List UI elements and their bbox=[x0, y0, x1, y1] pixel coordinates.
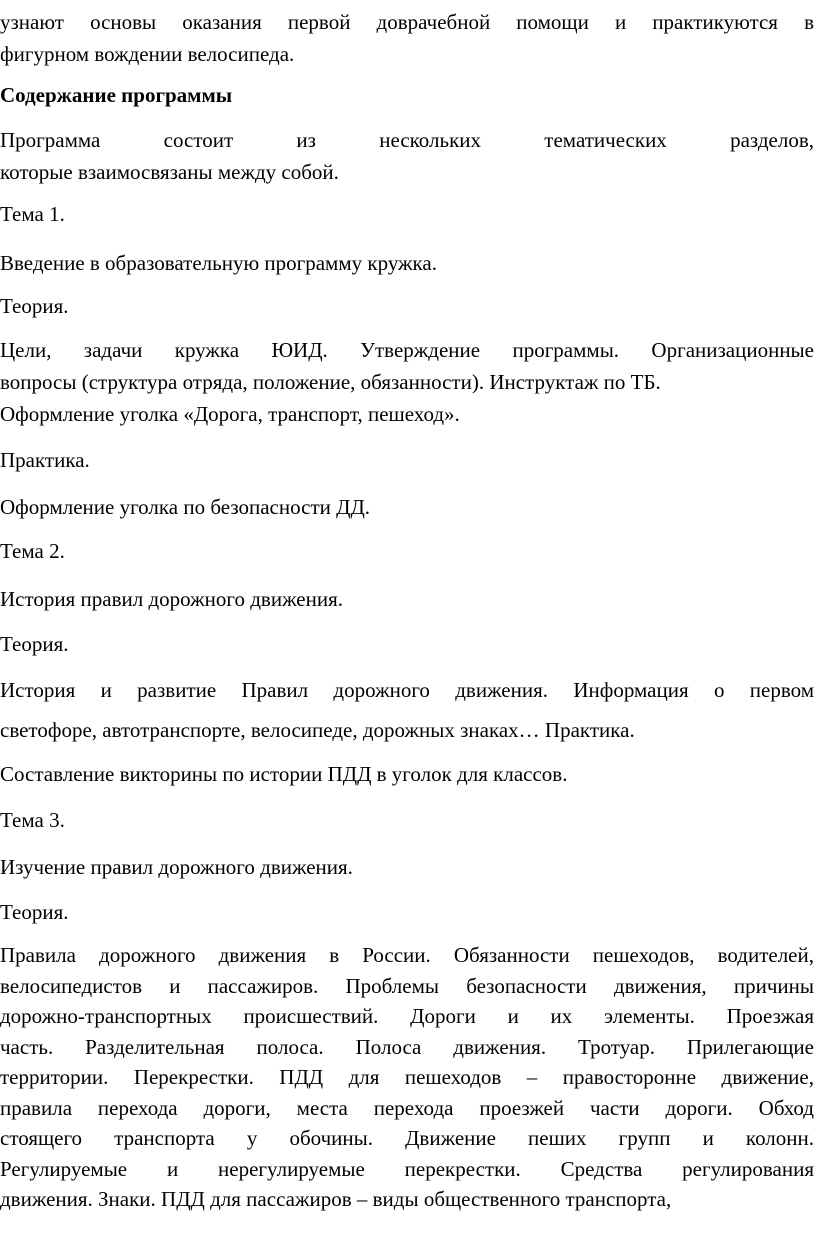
text-line: стоящего транспорта у обочины. Движение пеших групп и колонн. bbox=[0, 1126, 814, 1150]
text-line: Цели, задачи кружка ЮИД. Утверждение программы. Организационные bbox=[0, 338, 814, 362]
topic-title-text: Введение в образовательную программу кружка. bbox=[0, 251, 438, 275]
text-line: часть. Разделительная полоса. Полоса движения. Тротуар. Прилегающие bbox=[0, 1034, 814, 1059]
heading-text: Содержание программы bbox=[0, 83, 233, 107]
text-line: движения. Знаки. ПДД для пассажиров – виды общественного транспорта, bbox=[0, 1187, 672, 1211]
topic-2-label bbox=[0, 535, 814, 567]
topic-title-text: Изучение правил дорожного движения. bbox=[0, 855, 353, 879]
topic-1-theory-text bbox=[0, 334, 814, 430]
text-line: Регулируемые и нерегулируемые перекрестки. Средства регулирования bbox=[0, 1156, 814, 1181]
practice-label-text: Практика. bbox=[0, 448, 90, 472]
topic-3-theory-label bbox=[0, 896, 814, 928]
text-line: фигурном вождении велосипеда. bbox=[0, 42, 295, 66]
theory-label-text: Теория. bbox=[0, 632, 69, 656]
topic-label-text: Тема 2. bbox=[0, 539, 65, 563]
text-line: дорожно-транспортных происшествий. Дороги и их элементы. Проезжая bbox=[0, 1004, 814, 1028]
text-line: История и развитие Правил дорожного движения. Информация о первом bbox=[0, 678, 814, 702]
topic-2-theory-label bbox=[0, 628, 814, 660]
text-line: велосипедистов и пассажиров. Проблемы безопасности движения, причины bbox=[0, 973, 814, 998]
topic-1-title bbox=[0, 247, 814, 279]
text-line: вопросы (структура отряда, положение, обязанности). Инструктаж по ТБ. bbox=[0, 370, 661, 394]
topic-2-title bbox=[0, 583, 814, 615]
topic-3-title bbox=[0, 851, 814, 883]
topic-1-label bbox=[0, 198, 814, 230]
text-line: территории. Перекрестки. ПДД для пешеходов – правосторонне движение, bbox=[0, 1065, 814, 1089]
text-line: светофоре, автотранспорте, велосипеде, дорожных знаках… Практика. bbox=[0, 718, 635, 742]
topic-2-theory-text bbox=[0, 674, 814, 746]
topic-title-text: История правил дорожного движения. bbox=[0, 587, 344, 611]
theory-label-text: Теория. bbox=[0, 294, 69, 318]
section-heading bbox=[0, 79, 814, 111]
topic-label-text: Тема 3. bbox=[0, 808, 65, 832]
text-line: правила перехода дороги, места перехода проезжей части дороги. Обход bbox=[0, 1095, 814, 1120]
practice-text: Составление викторины по истории ПДД в уголок для классов. bbox=[0, 762, 568, 786]
topic-1-theory-label bbox=[0, 290, 814, 322]
topic-3-theory-text bbox=[0, 940, 814, 1215]
text-line: узнают основы оказания первой доврачебной помощи и практикуются в bbox=[0, 10, 814, 34]
theory-label-text: Теория. bbox=[0, 900, 69, 924]
intro-paragraph bbox=[0, 6, 814, 70]
program-description bbox=[0, 124, 814, 188]
text-line: Правила дорожного движения в России. Обязанности пешеходов, водителей, bbox=[0, 943, 814, 967]
topic-2-practice-text bbox=[0, 758, 814, 790]
topic-label-text: Тема 1. bbox=[0, 202, 65, 226]
text-line: Программа состоит из нескольких тематических разделов, bbox=[0, 128, 814, 152]
topic-3-label bbox=[0, 804, 814, 836]
text-line: Оформление уголка «Дорога, транспорт, пешеход». bbox=[0, 402, 460, 426]
topic-1-practice-label bbox=[0, 444, 814, 476]
text-line: которые взаимосвязаны между собой. bbox=[0, 160, 339, 184]
practice-text: Оформление уголка по безопасности ДД. bbox=[0, 495, 371, 519]
topic-1-practice-text bbox=[0, 491, 814, 523]
